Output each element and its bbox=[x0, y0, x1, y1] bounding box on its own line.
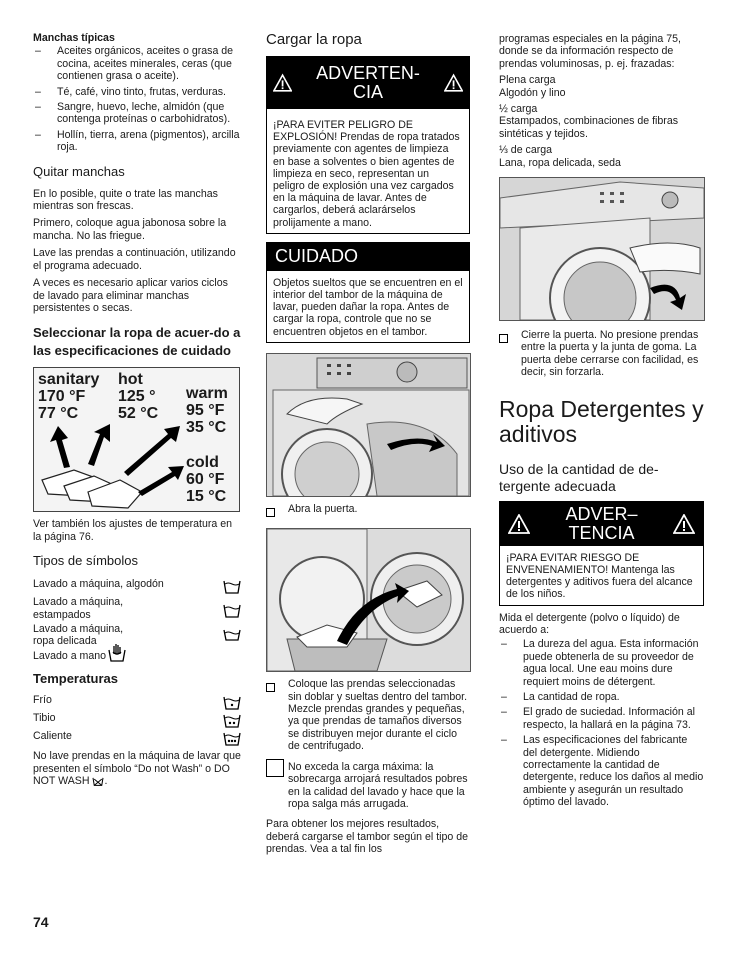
wash-tub-delicate-icon bbox=[223, 627, 241, 643]
warning-header bbox=[500, 502, 703, 546]
warning-triangle-icon bbox=[673, 514, 695, 534]
warm-wash-icon bbox=[223, 712, 241, 728]
list-item: – Aceites orgánicos, aceites o grasa de cocina, aceites minerales, ceras (que contienen grasa o aceite). bbox=[33, 45, 241, 82]
symbol-row: Tibio bbox=[33, 712, 241, 728]
warning-header bbox=[267, 57, 469, 109]
list-item: – Sangre, huevo, leche, almidón (que contenga proteínas o carbohidratos). bbox=[33, 101, 241, 126]
tipos-title: Tipos de símbolos bbox=[33, 553, 139, 569]
mida: Mida el detergente (polvo o líquido) de acuerdo a: bbox=[499, 611, 680, 636]
list-item: – La cantidad de ropa. bbox=[499, 691, 704, 703]
symbol-row: Frío bbox=[33, 694, 241, 710]
plena-body: Algodón y lino bbox=[499, 86, 566, 99]
paragraph: En lo posible, quite o trate las manchas mientras son frescas. bbox=[33, 187, 218, 213]
laundry-arrows-illustration bbox=[34, 368, 239, 511]
no-lave: No lave prendas en la máquina de lavar que presenten el símbolo “Do not Wash” o DO NOT WASH . bbox=[33, 750, 241, 787]
select-title: Seleccionar la ropa de acuer-do a las especificaciones de cuidado bbox=[33, 325, 241, 358]
checkbox-icon bbox=[266, 508, 275, 517]
programas: programas especiales en la página 75, donde se da información respecto de prendas voluminosas, p. ej. frazadas: bbox=[499, 33, 681, 70]
half-title: ½ carga bbox=[499, 103, 538, 116]
wash-tub-permanent-press-icon bbox=[223, 602, 241, 618]
column-1 bbox=[33, 30, 241, 787]
temperature-figure bbox=[33, 367, 240, 512]
list-item: – Té, café, vino tinto, frutas, verduras. bbox=[33, 86, 241, 98]
paragraph: A veces es necesario aplicar varios ciclos de lavado para eliminar manchas persistentes o secas. bbox=[33, 277, 228, 314]
warm-label: warm 95 °F 35 °C bbox=[186, 385, 228, 437]
uso-title: Uso de la cantidad de de-tergente adecuada bbox=[499, 460, 659, 494]
caution-box bbox=[266, 242, 470, 343]
note-box-icon bbox=[266, 759, 284, 777]
hand-wash-icon bbox=[108, 644, 126, 662]
step-open-door: Abra la puerta. bbox=[266, 503, 470, 518]
load-laundry-image bbox=[266, 528, 471, 672]
washer-close-door-illustration bbox=[500, 178, 704, 320]
warning-box bbox=[499, 501, 704, 606]
sanitary-label: sanitary 170 °F 77 °C bbox=[38, 371, 100, 423]
plena-title: Plena carga bbox=[499, 74, 556, 87]
warning-box bbox=[266, 56, 470, 234]
caution-title: CUIDADO bbox=[267, 243, 469, 271]
checkbox-icon bbox=[499, 334, 508, 343]
list-item: – Las especificaciones del fabricante del detergente. Midiendo correctamente la cantidad de detergente, reduce los daños al medio ambiente y asegurán un resultado óptimo del lavado. bbox=[499, 734, 704, 808]
warning-body: ¡PARA EVITER PELIGRO DE EXPLOSIÓN! Prendas de ropa tratados previamente con agentes de limpieza en base a solventes o bien agentes de limpieza en seco, representan un peligro de explosión una vez cargados en la máquina de lavar. Antes de cargarlos, deberá aclarárselos prolijamente a mano. bbox=[273, 119, 460, 229]
symbol-row: Lavado a máquina, estampados bbox=[33, 596, 241, 621]
temperaturas-title: Temperaturas bbox=[33, 671, 119, 687]
symbol-row: Lavado a mano bbox=[33, 650, 241, 662]
step-close-door: Cierre la puerta. No presione prendas entre la puerta y la junta de goma. La puerta debe cerrarse con facilidad, es decir, sin forzarla. bbox=[499, 329, 704, 379]
para-obtener: Para obtener los mejores resultados, deberá cargarse el tambor según el tipo de prendas. Vea a tal fin los bbox=[266, 818, 468, 856]
close-door-image bbox=[499, 177, 705, 321]
quitar-title: Quitar manchas bbox=[33, 163, 125, 179]
cargar-title: Cargar la ropa bbox=[266, 31, 362, 48]
hot-wash-icon bbox=[223, 730, 241, 746]
third-title: ⅓ de carga bbox=[499, 144, 553, 157]
warning-title: ADVERTEN-CIA bbox=[316, 63, 420, 102]
cold-label: cold 60 °F 15 °C bbox=[186, 454, 227, 506]
warning-triangle-icon bbox=[273, 73, 292, 93]
cold-wash-icon bbox=[223, 694, 241, 710]
manchas-title: Manchas típicas bbox=[33, 32, 115, 44]
warning-title: ADVER–TENCIA bbox=[565, 503, 638, 543]
paragraph: Lave las prendas a continuación, utilizando el programa adecuado. bbox=[33, 247, 236, 272]
note-max-load: No exceda la carga máxima: la sobrecarga arrojará resultados pobres en la calidad del lavado y hace que la ropa salga más arrugada. bbox=[266, 759, 470, 811]
list-item: – Hollín, tierra, arena (pigmentos), arcilla roja. bbox=[33, 129, 241, 154]
column-3 bbox=[499, 33, 704, 809]
symbol-row: Caliente bbox=[33, 730, 241, 746]
paragraph: Primero, coloque agua jabonosa sobre la mancha. No las friegue. bbox=[33, 217, 227, 242]
step-load-laundry: Coloque las prendas seleccionadas sin doblar y sueltas dentro del tambor. Mezcle prendas grandes y pequeñas, ya que prendas de tamaños diversos se distribuyen mejor durante el ciclo de centrifugado. bbox=[266, 678, 470, 752]
warning-triangle-icon bbox=[444, 73, 463, 93]
half-body: Estampados, combinaciones de fibras sintéticas y tejidos. bbox=[499, 115, 679, 140]
symbol-row: Lavado a máquina, algodón bbox=[33, 578, 241, 594]
wash-tub-icon bbox=[223, 578, 241, 594]
ver-tambien: Ver también los ajustes de temperatura en la página 76. bbox=[33, 518, 233, 543]
warning-body: ¡PARA EVITAR RIESGO DE ENVENENAMIENTO! Mantenga las detergentes y aditivos fuera del alcance de los niños. bbox=[506, 551, 693, 601]
section-title: Ropa Detergentes y aditivos bbox=[499, 395, 704, 447]
do-not-wash-icon bbox=[92, 776, 104, 786]
checkbox-icon bbox=[266, 683, 275, 692]
washer-loading-illustration bbox=[267, 529, 470, 671]
symbol-row: Lavado a máquina, ropa delicada bbox=[33, 623, 241, 648]
page-number: 74 bbox=[33, 914, 49, 930]
caution-body: Objetos sueltos que se encuentren en el interior del tambor de la máquina de lavar, pueden dañar la ropa. Antes de cargar la ropa, controle que no se encuentren objetos en el tambor. bbox=[273, 276, 463, 338]
open-door-image bbox=[266, 353, 471, 497]
hot-label: hot 125 ° 52 °C bbox=[118, 371, 159, 423]
mida-list bbox=[499, 638, 704, 808]
washer-open-door-illustration bbox=[267, 354, 470, 496]
list-item: – El grado de suciedad. Información al respecto, la hallará en la página 73. bbox=[499, 706, 704, 731]
third-body: Lana, ropa delicada, seda bbox=[499, 156, 621, 169]
column-2 bbox=[266, 30, 470, 856]
list-item: – La dureza del agua. Esta información puede obtenerla de su proveedor de agua local. Une eau moins dure requiert moins de détergent. bbox=[499, 638, 704, 688]
manchas-list bbox=[33, 45, 241, 153]
warning-triangle-icon bbox=[508, 514, 530, 534]
